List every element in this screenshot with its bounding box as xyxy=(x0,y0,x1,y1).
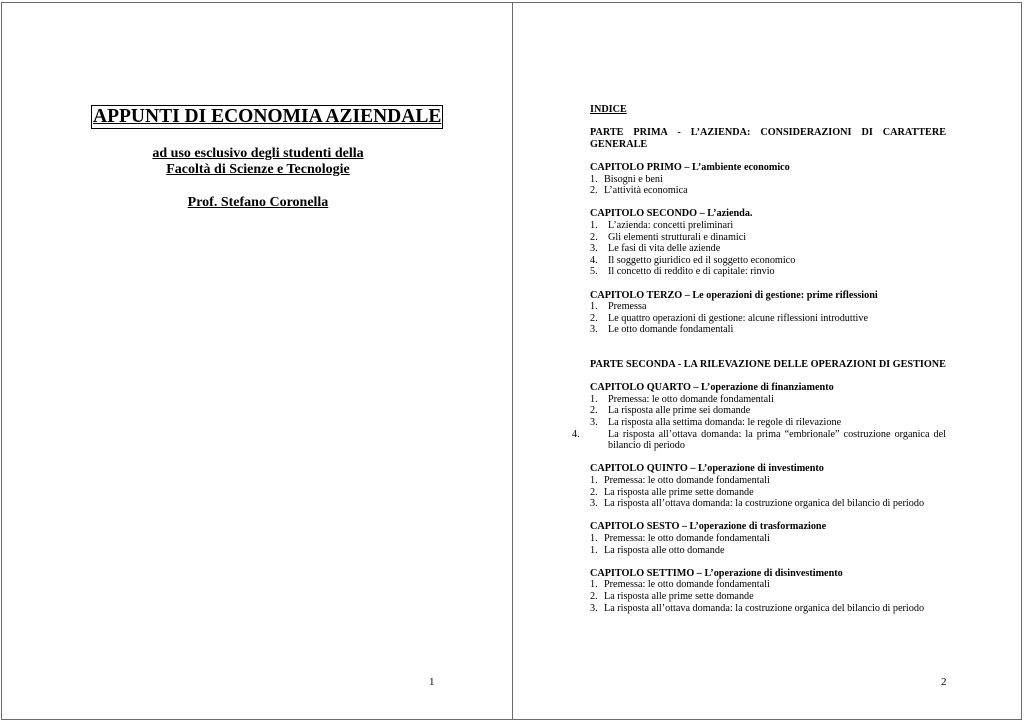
chapter-1-title: CAPITOLO PRIMO – L’ambiente economico xyxy=(590,161,790,173)
toc-item: 4. La risposta all’ottava domanda: la prima “embrionale” costruzione organica del bilancio di periodo xyxy=(572,428,946,452)
index-page xyxy=(512,2,1022,720)
toc-item: 1. Premessa: le otto domande fondamentali xyxy=(590,475,770,486)
toc-item: 1. La risposta alle otto domande xyxy=(590,544,725,556)
toc-item: 3. La risposta all’ottava domanda: la costruzione organica del bilancio di periodo xyxy=(590,498,925,510)
toc-item: 1. Bisogni e beni xyxy=(590,173,663,185)
index-title: INDICE xyxy=(590,104,627,115)
table-of-contents xyxy=(572,104,946,614)
toc-item: 3. La risposta alla settima domanda: le regole di rilevazione xyxy=(590,417,842,429)
chapter-7-title: CAPITOLO SETTIMO – L’operazione di disinvestimento xyxy=(590,567,843,579)
toc-item: 1. Premessa xyxy=(590,301,647,313)
chapter-2-title: CAPITOLO SECONDO – L’azienda. xyxy=(590,208,753,220)
toc-item: 2. La risposta alle prime sette domande xyxy=(590,486,754,498)
page-number: 2 xyxy=(941,676,947,688)
chapter-6-title: CAPITOLO SESTO – L’operazione di trasformazione xyxy=(590,521,827,533)
author-name: Prof. Stefano Coronella xyxy=(187,195,329,210)
part-two-heading: PARTE SECONDA - LA RILEVAZIONE DELLE OPERAZIONI DI GESTIONE xyxy=(590,359,946,371)
document-title: APPUNTI DI ECONOMIA AZIENDALE xyxy=(93,106,442,127)
subtitle-line-1: ad uso esclusivo degli studenti della xyxy=(152,146,364,161)
toc-item: 2. Le quattro operazioni di gestione: alcune riflessioni introduttive xyxy=(590,312,868,324)
toc-item: 2. L’attività economica xyxy=(590,185,688,197)
part-one-heading-line-1: PARTE PRIMA - L’AZIENDA: CONSIDERAZIONI DI CARATTERE xyxy=(590,127,946,139)
toc-item: 2. La risposta alle prime sei domande xyxy=(590,405,751,417)
toc-item: 3. Le fasi di vita delle aziende xyxy=(590,243,721,255)
toc-item: 4. Il soggetto giuridico ed il soggetto economico xyxy=(590,254,796,266)
toc-item: 1. Premessa: le otto domande fondamentali xyxy=(590,393,774,405)
chapter-4-title: CAPITOLO QUARTO – L’operazione di finanziamento xyxy=(590,382,834,394)
toc-item: 2. La risposta alle prime sette domande xyxy=(590,590,754,602)
page-number: 1 xyxy=(429,676,435,688)
toc-item: 5. Il concetto di reddito e di capitale: rinvio xyxy=(590,266,775,278)
toc-item: 1. L’azienda: concetti preliminari xyxy=(590,219,734,231)
toc-item: 2. Gli elementi strutturali e dinamici xyxy=(590,231,747,243)
toc-item: 1. Premessa: le otto domande fondamentali xyxy=(590,532,770,544)
toc-item: 3. La risposta all’ottava domanda: la costruzione organica del bilancio di periodo xyxy=(590,602,925,614)
chapter-5-title: CAPITOLO QUINTO – L’operazione di investimento xyxy=(590,463,824,475)
part-one-heading-line-2: GENERALE xyxy=(590,138,648,150)
cover-page xyxy=(1,2,513,720)
chapter-3-title: CAPITOLO TERZO – Le operazioni di gestione: prime riflessioni xyxy=(590,289,878,301)
toc-item: 3. Le otto domande fondamentali xyxy=(590,324,734,336)
toc-item: 1. Premessa: le otto domande fondamentali xyxy=(590,579,770,591)
subtitle-line-2: Facoltà di Scienze e Tecnologie xyxy=(166,162,350,177)
